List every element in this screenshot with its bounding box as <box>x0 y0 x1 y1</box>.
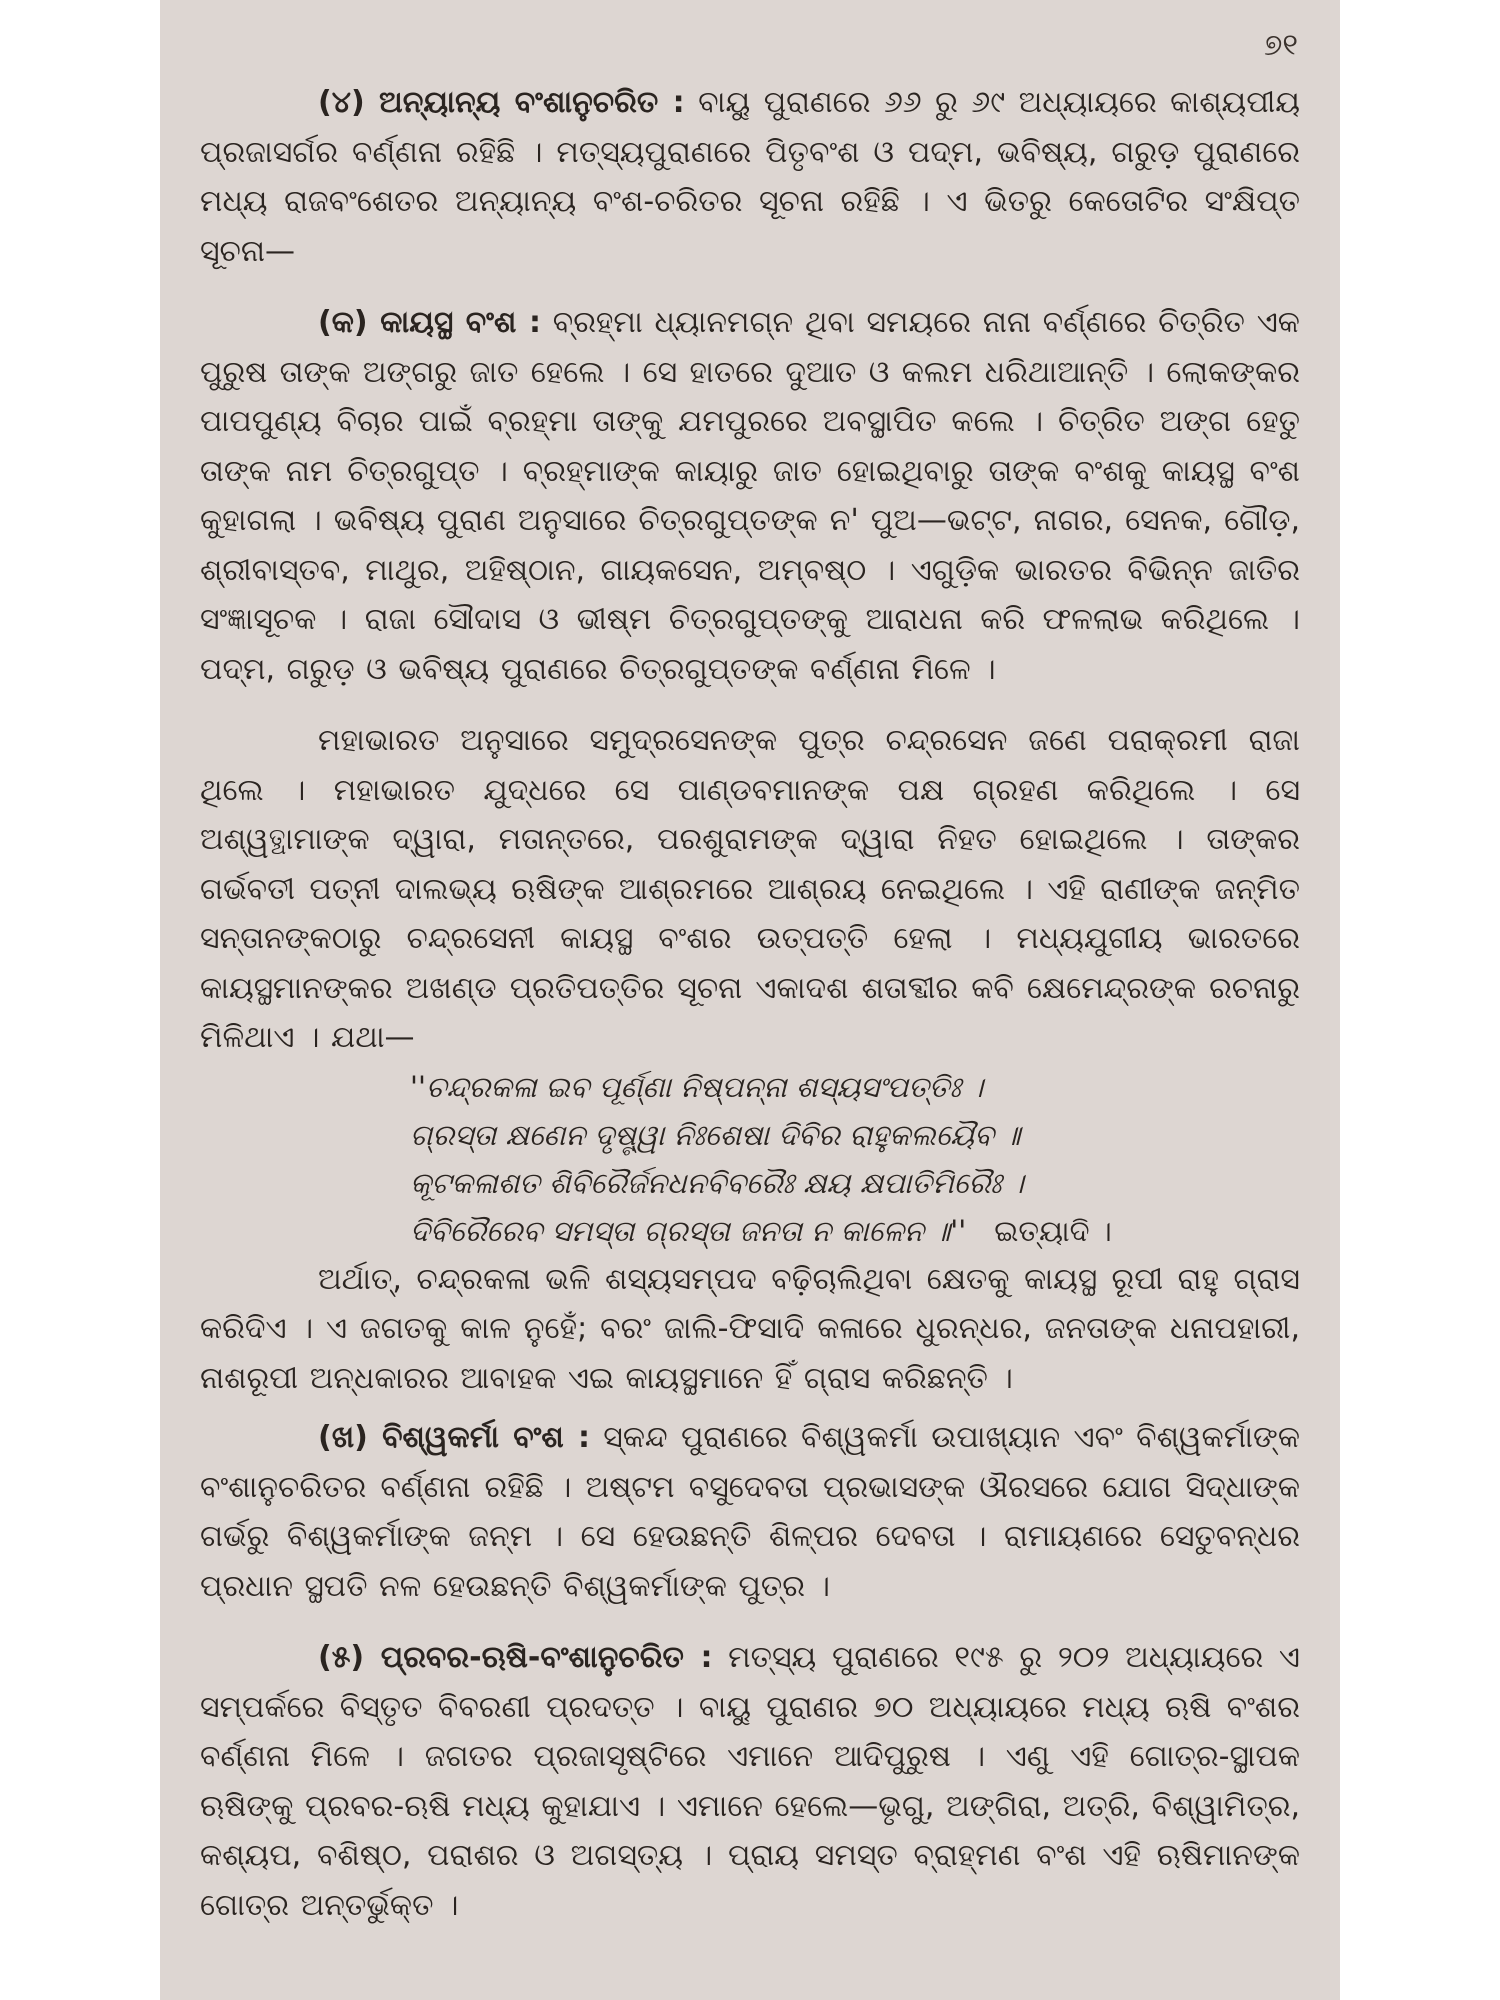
paragraph-kayastha-lineage <box>200 298 1300 694</box>
verse-line: କୂଟକଳାଶତ ଶିବିରୈର୍ଜନଧନବିବରୈଃ କ୍ଷୟ କ୍ଷପାତିମିରୈଃ । <box>410 1165 1024 1200</box>
verse-line: ''ଚନ୍ଦ୍ରକଳା ଇବ ପୂର୍ଣ୍ଣା ନିଷ୍ପନ୍ନା ଶସ୍ୟସଂପତ୍ତିଃ । <box>410 1069 984 1104</box>
section-heading: (୫) ପ୍ରବର-ଋଷି-ବଂଶାନୁଚରିତ : <box>318 1640 713 1675</box>
section-heading: (୪) ଅନ୍ୟାନ୍ୟ ବଂଶାନୁଚରିତ : <box>318 85 685 120</box>
paragraph-other-lineages <box>200 78 1300 276</box>
paragraph-text: ମହାଭାରତ ଅନୁସାରେ ସମୁଦ୍ରସେନଙ୍କ ପୁତ୍ର ଚନ୍ଦ୍ରସେନ ଜଣେ ପରାକ୍ରମୀ ରାଜା ଥିଲେ । ମହାଭାରତ ଯୁଦ୍ଧରେ ସେ ପାଣ୍ଡବମାନଙ୍କ ପକ୍ଷ ଗ୍ରହଣ କରିଥିଲେ । ସେ ଅଶ୍ୱତ୍ଥାମାଙ୍କ ଦ୍ୱାରା, ମତାନ୍ତରେ, ପରଶୁରାମଙ୍କ ଦ୍ୱାରା ନିହତ ହୋଇଥିଲେ । ତାଙ୍କର ଗର୍ଭବତୀ ପତ୍ନୀ ଦାଲଭ୍ୟ ଋଷିଙ୍କ ଆଶ୍ରମରେ ଆଶ୍ରୟ ନେଇଥିଲେ । ଏହି ରାଣୀଙ୍କ ଜନ୍ମିତ ସନ୍ତାନଙ୍କଠାରୁ ଚନ୍ଦ୍ରସେନୀ କାୟସ୍ଥ ବଂଶର ଉତ୍ପତ୍ତି ହେଲା । ମଧ୍ୟଯୁଗୀୟ ଭାରତରେ କାୟସ୍ଥମାନଙ୍କର ଅଖଣ୍ଡ ପ୍ରତିପତ୍ତିର ସୂଚନା ଏକାଦଶ ଶତାବ୍ଦୀର କବି କ୍ଷେମେନ୍ଦ୍ରଙ୍କ ରଚନାରୁ ମିଳିଥାଏ । ଯଥା— <box>200 723 1300 1055</box>
book-page <box>160 0 1340 2000</box>
verse-line-last <box>200 1207 1300 1255</box>
page-number: ୭୧ <box>1264 28 1298 63</box>
verse-line: ଦିବିରୈରେବ ସମସ୍ତା ଗ୍ରସ୍ତା ଜନତା ନ କାଳେନ ॥'' <box>410 1213 967 1248</box>
paragraph-mahabharata <box>200 716 1300 1063</box>
paragraph-text: ବ୍ରହ୍ମା ଧ୍ୟାନମଗ୍ନ ଥିବା ସମୟରେ ନାନା ବର୍ଣ୍ଣରେ ଚିତ୍ରିତ ଏକ ପୁରୁଷ ତାଙ୍କ ଅଙ୍ଗରୁ ଜାତ ହେଲେ । ସେ ହାତରେ ଦୁଆତ ଓ କଲମ ଧରିଥାଆନ୍ତି । ଲୋକଙ୍କର ପାପପୁଣ୍ୟ ବିଚାର ପାଇଁ ବ୍ରହ୍ମା ତାଙ୍କୁ ଯମପୁରରେ ଅବସ୍ଥାପିତ କଲେ । ଚିତ୍ରିତ ଅଙ୍ଗ ହେତୁ ତାଙ୍କ ନାମ ଚିତ୍ରଗୁପ୍ତ । ବ୍ରହ୍ମାଙ୍କ କାୟାରୁ ଜାତ ହୋଇଥିବାରୁ ତାଙ୍କ ବଂଶକୁ କାୟସ୍ଥ ବଂଶ କୁହାଗଲା । ଭବିଷ୍ୟ ପୁରାଣ ଅନୁସାରେ ଚିତ୍ରଗୁପ୍ତଙ୍କ ନ' ପୁଅ—ଭଟ୍ଟ, ନାଗର, ସେନକ, ଗୌଡ଼, ଶ୍ରୀବାସ୍ତବ, ମାଥୁର, ଅହିଷ୍ଠାନ, ଗାୟକସେନ, ଅମ୍ବଷ୍ଠ । ଏଗୁଡ଼ିକ ଭାରତର ବିଭିନ୍ନ ଜାତିର ସଂଜ୍ଞାସୂଚକ । ରାଜା ସୌଦାସ ଓ ଭୀଷ୍ମ ଚିତ୍ରଗୁପ୍ତଙ୍କୁ ଆରାଧନା କରି ଫଳଲାଭ କରିଥିଲେ । ପଦ୍ମ, ଗରୁଡ଼ ଓ ଭବିଷ୍ୟ ପୁରାଣରେ ଚିତ୍ରଗୁପ୍ତଙ୍କ ବର୍ଣ୍ଣନା ମିଳେ । <box>200 305 1300 687</box>
sanskrit-verse <box>200 1063 1300 1255</box>
verse-line: ଗ୍ରସ୍ତା କ୍ଷଣେନ ଦୃଷ୍ଟ୍ୱା ନିଃଶେଷା ଦିବିର ରାହୁକଲୟୈବ ॥ <box>410 1117 1021 1152</box>
verse-tail: ଇତ୍ୟାଦି । <box>994 1213 1112 1248</box>
section-heading: (କ) କାୟସ୍ଥ ବଂଶ : <box>318 305 541 340</box>
paragraph-text: ବାୟୁ ପୁରାଣରେ ୬୬ ରୁ ୬୯ ଅଧ୍ୟାୟରେ କାଶ୍ୟପୀୟ ପ୍ରଜାସର୍ଗର ବର୍ଣ୍ଣନା ରହିଛି । ମତ୍ସ୍ୟପୁରାଣରେ ପିତୃବଂଶ ଓ ପଦ୍ମ, ଭବିଷ୍ୟ, ଗରୁଡ଼ ପୁରାଣରେ ମଧ୍ୟ ରାଜବଂଶେତର ଅନ୍ୟାନ୍ୟ ବଂଶ-ଚରିତର ସୂଚନା ରହିଛି । ଏ ଭିତରୁ କେତୋଟିର ସଂକ୍ଷିପ୍ତ ସୂଚନା— <box>200 85 1300 269</box>
paragraph-text: ସ୍କନ୍ଦ ପୁରାଣରେ ବିଶ୍ୱକର୍ମା ଉପାଖ୍ୟାନ ଏବଂ ବିଶ୍ୱକର୍ମାଙ୍କ ବଂଶାନୁଚରିତର ବର୍ଣ୍ଣନା ରହିଛି । ଅଷ୍ଟମ ବସୁଦେବତା ପ୍ରଭାସଙ୍କ ଔରସରେ ଯୋଗ ସିଦ୍ଧାଙ୍କ ଗର୍ଭରୁ ବିଶ୍ୱକର୍ମାଙ୍କ ଜନ୍ମ । ସେ ହେଉଛନ୍ତି ଶିଳ୍ପର ଦେବତା । ରାମାୟଣରେ ସେତୁବନ୍ଧର ପ୍ରଧାନ ସ୍ଥପତି ନଳ ହେଉଛନ୍ତି ବିଶ୍ୱକର୍ମାଙ୍କ ପୁତ୍ର । <box>200 1420 1300 1604</box>
paragraph-text: ମତ୍ସ୍ୟ ପୁରାଣରେ ୧୯୫ ରୁ ୨୦୨ ଅଧ୍ୟାୟରେ ଏ ସମ୍ପର୍କରେ ବିସ୍ତୃତ ବିବରଣୀ ପ୍ରଦତ୍ତ । ବାୟୁ ପୁରାଣର ୭୦ ଅଧ୍ୟାୟରେ ମଧ୍ୟ ଋଷି ବଂଶର ବର୍ଣ୍ଣନା ମିଳେ । ଜଗତର ପ୍ରଜାସୃଷ୍ଟିରେ ଏମାନେ ଆଦିପୁରୁଷ । ଏଣୁ ଏହି ଗୋତ୍ର-ସ୍ଥାପକ ଋଷିଙ୍କୁ ପ୍ରବର-ଋଷି ମଧ୍ୟ କୁହାଯାଏ । ଏମାନେ ହେଲେ—ଭୃଗୁ, ଅଙ୍ଗିରା, ଅତ୍ରି, ବିଶ୍ୱାମିତ୍ର, କଶ୍ୟପ, ବଶିଷ୍ଠ, ପରାଶର ଓ ଅଗସ୍ତ୍ୟ । ପ୍ରାୟ ସମସ୍ତ ବ୍ରାହ୍ମଣ ବଂଶ ଏହି ଋଷିମାନଙ୍କ ଗୋତ୍ର ଅନ୍ତର୍ଭୁକ୍ତ । <box>200 1640 1300 1923</box>
paragraph-verse-meaning: ଅର୍ଥାତ୍, ଚନ୍ଦ୍ରକଳା ଭଳି ଶସ୍ୟସମ୍ପଦ ବଢ଼ିଚାଲିଥିବା କ୍ଷେତକୁ କାୟସ୍ଥ ରୂପୀ ରାହୁ ଗ୍ରାସ କରିଦିଏ । ଏ ଜଗତକୁ କାଳ ନୁହେଁ; ବରଂ ଜାଲି-ଫିସାଦି କଳାରେ ଧୁରନ୍ଧର, ଜନତାଙ୍କ ଧନାପହାରୀ, ନାଶରୂପୀ ଅନ୍ଧକାରର ଆବାହକ ଏଇ କାୟସ୍ଥମାନେ ହିଁ ଗ୍ରାସ କରିଛନ୍ତି । <box>200 1261 1300 1396</box>
paragraph-rishi-lineage <box>200 1633 1300 1930</box>
paragraph-vishwakarma-lineage <box>200 1413 1300 1611</box>
section-heading: (ଖ) ବିଶ୍ୱକର୍ମା ବଂଶ : <box>318 1420 590 1455</box>
